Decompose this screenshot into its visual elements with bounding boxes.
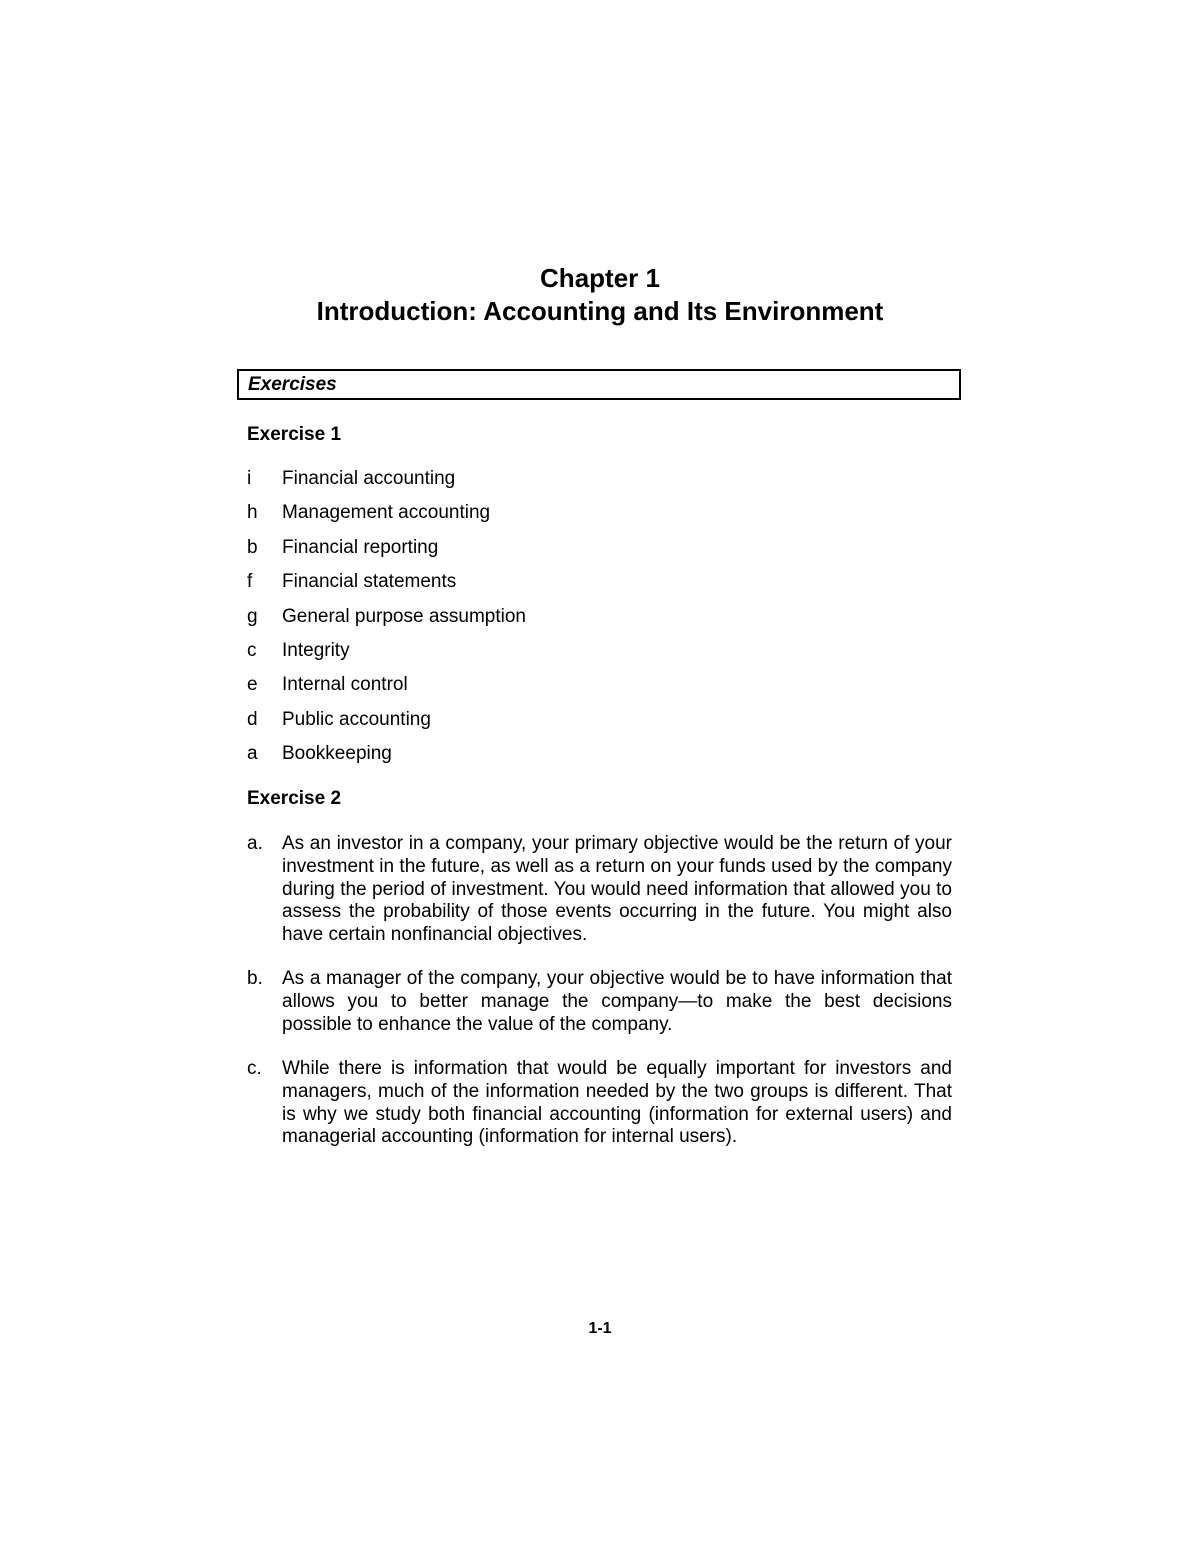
item-term: Management accounting	[282, 502, 491, 524]
answer-letter: c.	[247, 1058, 262, 1079]
answer-text: As a manager of the company, your objective would be to have information that allows you to better manage the company—to make the best decisions possible to enhance the value of the company.	[282, 968, 952, 1035]
item-letter: a	[247, 743, 258, 765]
item-term: Financial statements	[282, 571, 457, 593]
item-letter: b	[247, 536, 258, 558]
item-letter: f	[247, 571, 253, 593]
item-letter: g	[247, 605, 258, 627]
item-term: Integrity	[282, 639, 350, 661]
list-item	[247, 742, 947, 776]
section-header-box	[237, 369, 961, 400]
list-item	[247, 536, 947, 570]
chapter-title: Chapter 1	[540, 263, 660, 293]
list-item	[247, 639, 947, 673]
answer-item	[247, 1058, 952, 1149]
item-letter: c	[247, 639, 257, 661]
item-letter: i	[247, 468, 252, 489]
answer-text: While there is information that would be equally important for investors and managers, much of the information needed by the two groups is different. That is why we study both financial accounting (information for external users) and managerial accounting (information for internal users).	[282, 1058, 952, 1148]
answer-letter: a.	[247, 833, 263, 854]
chapter-subtitle: Introduction: Accounting and Its Environment	[316, 296, 884, 326]
exercise-1-list	[247, 467, 947, 777]
page-number: 1-1	[588, 1320, 612, 1337]
answer-text: As an investor in a company, your primary objective would be the return of your investment in the future, as well as a return on your funds used by the company during the period of investment. You would need information that allowed you to assess the probability of those events occurring in the future. You might also have certain nonfinancial objectives.	[282, 833, 952, 946]
answer-letter: b.	[247, 968, 263, 989]
section-label: Exercises	[248, 374, 337, 395]
item-term: Public accounting	[282, 708, 431, 730]
list-item	[247, 501, 947, 535]
list-item	[247, 605, 947, 639]
item-letter: d	[247, 708, 258, 730]
exercise-2-heading: Exercise 2	[247, 788, 342, 809]
answer-item	[247, 833, 952, 947]
answer-item	[247, 968, 952, 1036]
exercise-1-heading: Exercise 1	[247, 424, 342, 445]
list-item	[247, 673, 947, 707]
item-term: General purpose assumption	[282, 605, 526, 627]
item-term: Financial accounting	[282, 468, 456, 489]
list-item	[247, 570, 947, 604]
item-term: Financial reporting	[282, 536, 439, 558]
item-term: Bookkeeping	[282, 743, 392, 765]
item-letter: e	[247, 674, 258, 696]
list-item	[247, 467, 947, 501]
list-item	[247, 708, 947, 742]
item-term: Internal control	[282, 674, 408, 696]
item-letter: h	[247, 502, 258, 524]
